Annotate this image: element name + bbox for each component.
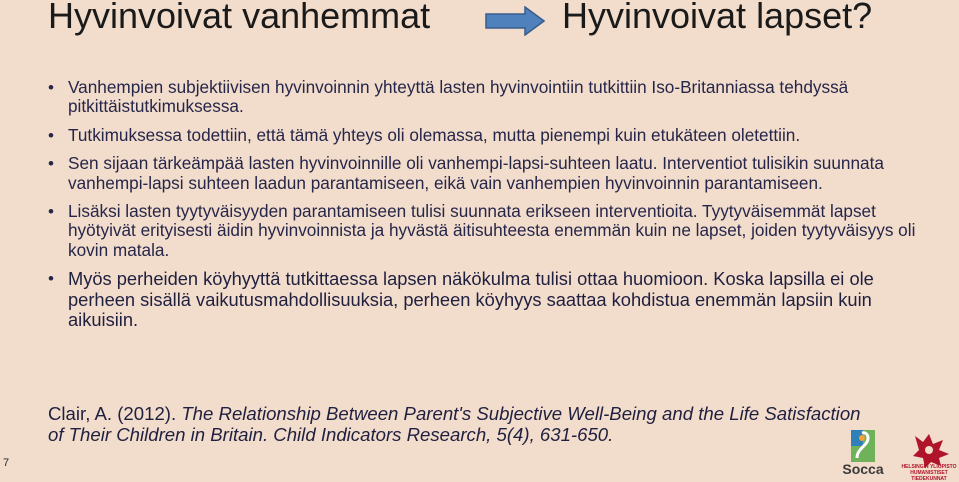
title-left: Hyvinvoivat vanhemmat (48, 0, 431, 36)
hy-line-1: HELSINGIN YLIOPISTO (901, 464, 957, 470)
reference-title: The Relationship Between Parent's Subjective Well-Being and the Life Satisfaction of Their Children in Britain. Child Indicators Research, 5(4), 631-650. (48, 403, 861, 445)
bullet-text: Sen sijaan tärkeämpää lasten hyvinvoinnille oli vanhempi-lapsi-suhteen laatu. Interventiot tulisikin suunnata vanhempi-lapsi suhteen laadun parantamiseen, eikä vain vanhempien hyvinvoinnin parantamiseen. (68, 153, 884, 193)
list-item (48, 78, 928, 117)
bullet-icon: • (48, 78, 54, 97)
bullet-text: Tutkimuksessa todettiin, että tämä yhteys oli olemassa, mutta pienempi kuin etukäteen oletettiin. (68, 124, 801, 145)
bullet-icon: • (48, 125, 54, 145)
list-item (48, 154, 928, 193)
right-arrow-icon (485, 6, 545, 36)
title-right: Hyvinvoivat lapset? (562, 0, 873, 36)
bullet-text: Vanhempien subjektiivisen hyvinvoinnin yhteyttä lasten hyvinvointiin tutkittiin Iso-Britanniassa tehdyssä pitkittäistutkimuksessa. (68, 77, 849, 117)
bullet-list (48, 78, 928, 331)
bullet-text: Myös perheiden köyhyyttä tutkittaessa lapsen näkökulma tulisi ottaa huomioon. Koska lapsilla ei ole perheen sisällä vaikutusmahdollisuuksia, perheen köyhyys saattaa kohdistua enemmän lapsiin kuin aikuisiin. (68, 268, 874, 331)
socca-logo-text: Socca (842, 461, 884, 477)
reference-citation (48, 403, 868, 445)
list-item (48, 202, 928, 260)
bullet-icon: • (48, 154, 54, 174)
reference-author: Clair, A. (2012). (48, 403, 182, 424)
slide-number: 7 (3, 457, 10, 469)
list-item (48, 269, 928, 331)
bullet-icon: • (48, 202, 54, 222)
bullet-icon: • (48, 269, 54, 289)
hy-line-2: HUMANISTISET TIEDEKUNNAT (910, 470, 948, 482)
list-item (48, 126, 928, 145)
bullet-text: Lisäksi lasten tyytyväisyyden parantamiseen tulisi suunnata erikseen interventioita. Tyytyväisemmät lapset hyötyivät erityisesti äidin hyvinvoinnista ja hyvästä äitisuhteesta enemmän kuin ne lapset, joiden tyytyväisyys oli kovin matala. (68, 201, 916, 260)
helsinki-university-logo-text (898, 464, 959, 482)
